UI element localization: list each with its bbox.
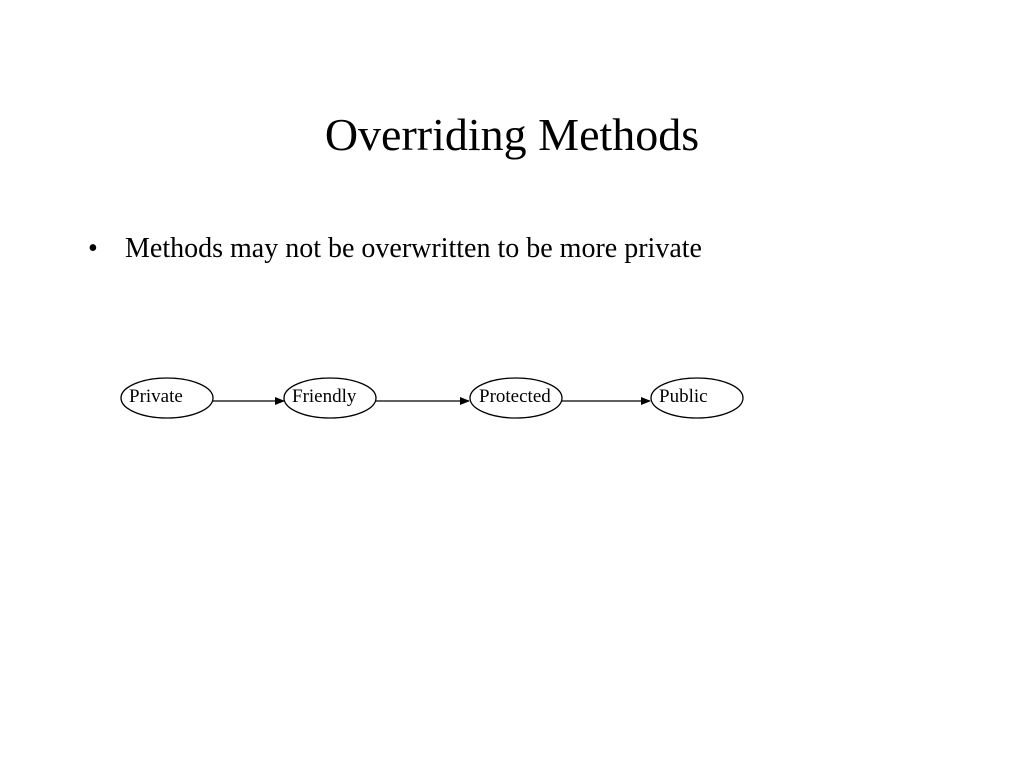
node-label-private: Private <box>129 386 183 407</box>
slide-title: Overriding Methods <box>324 109 700 160</box>
node-label-protected: Protected <box>479 386 551 407</box>
node-label-friendly: Friendly <box>292 386 357 407</box>
node-protected <box>470 378 562 418</box>
node-public <box>651 378 743 418</box>
node-friendly <box>284 378 376 418</box>
node-label-public: Public <box>659 386 708 407</box>
bullet-marker: • <box>88 233 98 264</box>
bullet-text: Methods may not be overwritten to be more private <box>125 233 702 264</box>
node-private <box>121 378 213 418</box>
